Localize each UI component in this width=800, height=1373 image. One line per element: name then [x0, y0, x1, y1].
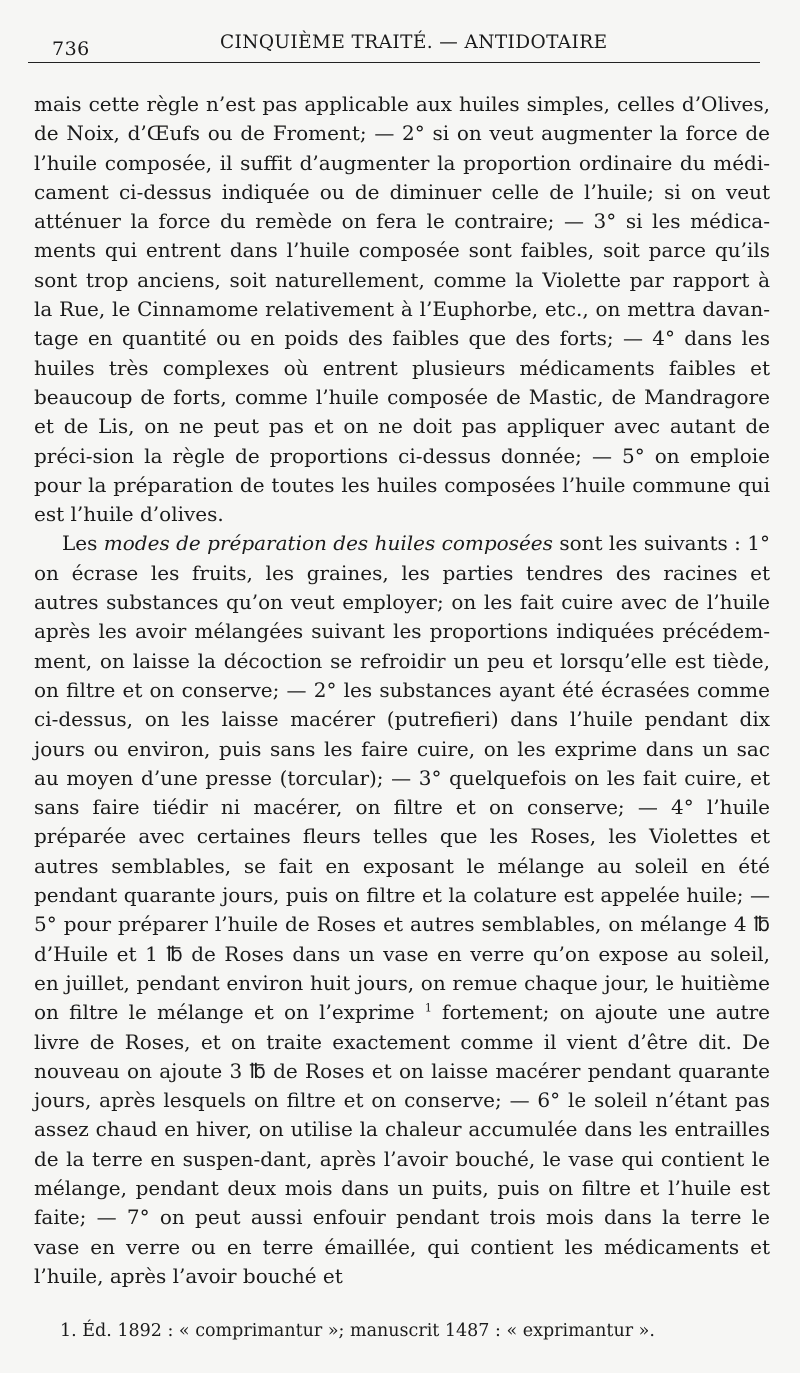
- paragraph-2: [34, 529, 770, 1291]
- paragraph-2-continuation: fortement; on ajoute une autre livre de Roses, et on traite exactement comme il vient d’être dit. De nouveau on ajoute 3 ℔ de Roses et on laisse macérer pendant quarante jours, après lesquels on filtre et on conserve; — 6° le soleil n’étant pas assez chaud en hiver, on utilise la chaleur accumulée dans les entrailles de la terre en suspen-dant, après l’avoir bouché, le vase qui contient le mélange, pendant deux mois dans un puits, puis on filtre et l’huile est faite; — 7° on peut aussi enfouir pendant trois mois dans la terre le vase en verre ou en terre émaillée, qui contient les médicaments et l’huile, après l’avoir bouché et: [34, 1000, 770, 1288]
- paragraph-1: mais cette règle n’est pas applicable aux huiles simples, celles d’Olives, de Noix, d’Œufs ou de Froment; — 2° si on veut augmenter la force de l’huile composée, il suffit d’augmenter la proportion ordinaire du médi-cament ci-dessus indiquée ou de diminuer celle de l’huile; si on veut atténuer la force du remède on fera le contraire; — 3° si les médica-ments qui entrent dans l’huile composée sont faibles, soit parce qu’ils sont trop anciens, soit naturellement, comme la Violette par rapport à la Rue, le Cinnamome relativement à l’Euphorbe, etc., on mettra davan-tage en quantité ou en poids des faibles que des forts; — 4° dans les huiles très complexes où entrent plusieurs médicaments faibles et beaucoup de forts, comme l’huile composée de Mastic, de Mandragore et de Lis, on ne peut pas et on ne doit pas appliquer avec autant de préci-sion la règle de proportions ci-dessus donnée; — 5° on emploie pour la préparation de toutes les huiles composées l’huile commune qui est l’huile d’olives.: [34, 92, 770, 527]
- paragraph-2-lead: Les: [62, 531, 98, 556]
- running-title: CINQUIÈME TRAITÉ. — ANTIDOTAIRE: [220, 32, 608, 53]
- paragraph-2-emphasis: modes de préparation des huiles composées: [103, 531, 553, 556]
- footnote: 1. Éd. 1892 : « comprimantur »; manuscrit 1487 : « exprimantur ».: [60, 1321, 655, 1341]
- footnote-reference[interactable]: 1: [424, 1001, 432, 1015]
- paragraph-2-text: sont les suivants : 1° on écrase les fruits, les graines, les parties tendres des racines et autres substances qu’on veut employer; on les fait cuire avec de l’huile après les avoir mélangées suivant les proportions indiquées précédem-ment, on laisse la décoction se refroidir un peu et lorsqu’elle est tiède, on filtre et on conserve; — 2° les substances ayant été écrasées comme ci-dessus, on les laisse macérer (putrefieri) dans l’huile pendant dix jours ou environ, puis sans les faire cuire, on les exprime dans un sac au moyen d’une presse (torcular); — 3° quelquefois on les fait cuire, et sans faire tiédir ni macérer, on filtre et on conserve; — 4° l’huile préparée avec certaines fleurs telles que les Roses, les Violettes et autres semblables, se fait en exposant le mélange au soleil en été pendant quarante jours, puis on filtre et la colature est appelée huile; — 5° pour préparer l’huile de Roses et autres semblables, on mélange 4 ℔ d’Huile et 1 ℔ de Roses dans un vase en verre qu’on expose au soleil, en juillet, pendant environ huit jours, on remue chaque jour, le huitième on filtre le mélange et on l’exprime: [34, 531, 771, 1025]
- running-header: [28, 26, 760, 63]
- body-text: [34, 90, 770, 1291]
- page-number: 736: [52, 38, 90, 60]
